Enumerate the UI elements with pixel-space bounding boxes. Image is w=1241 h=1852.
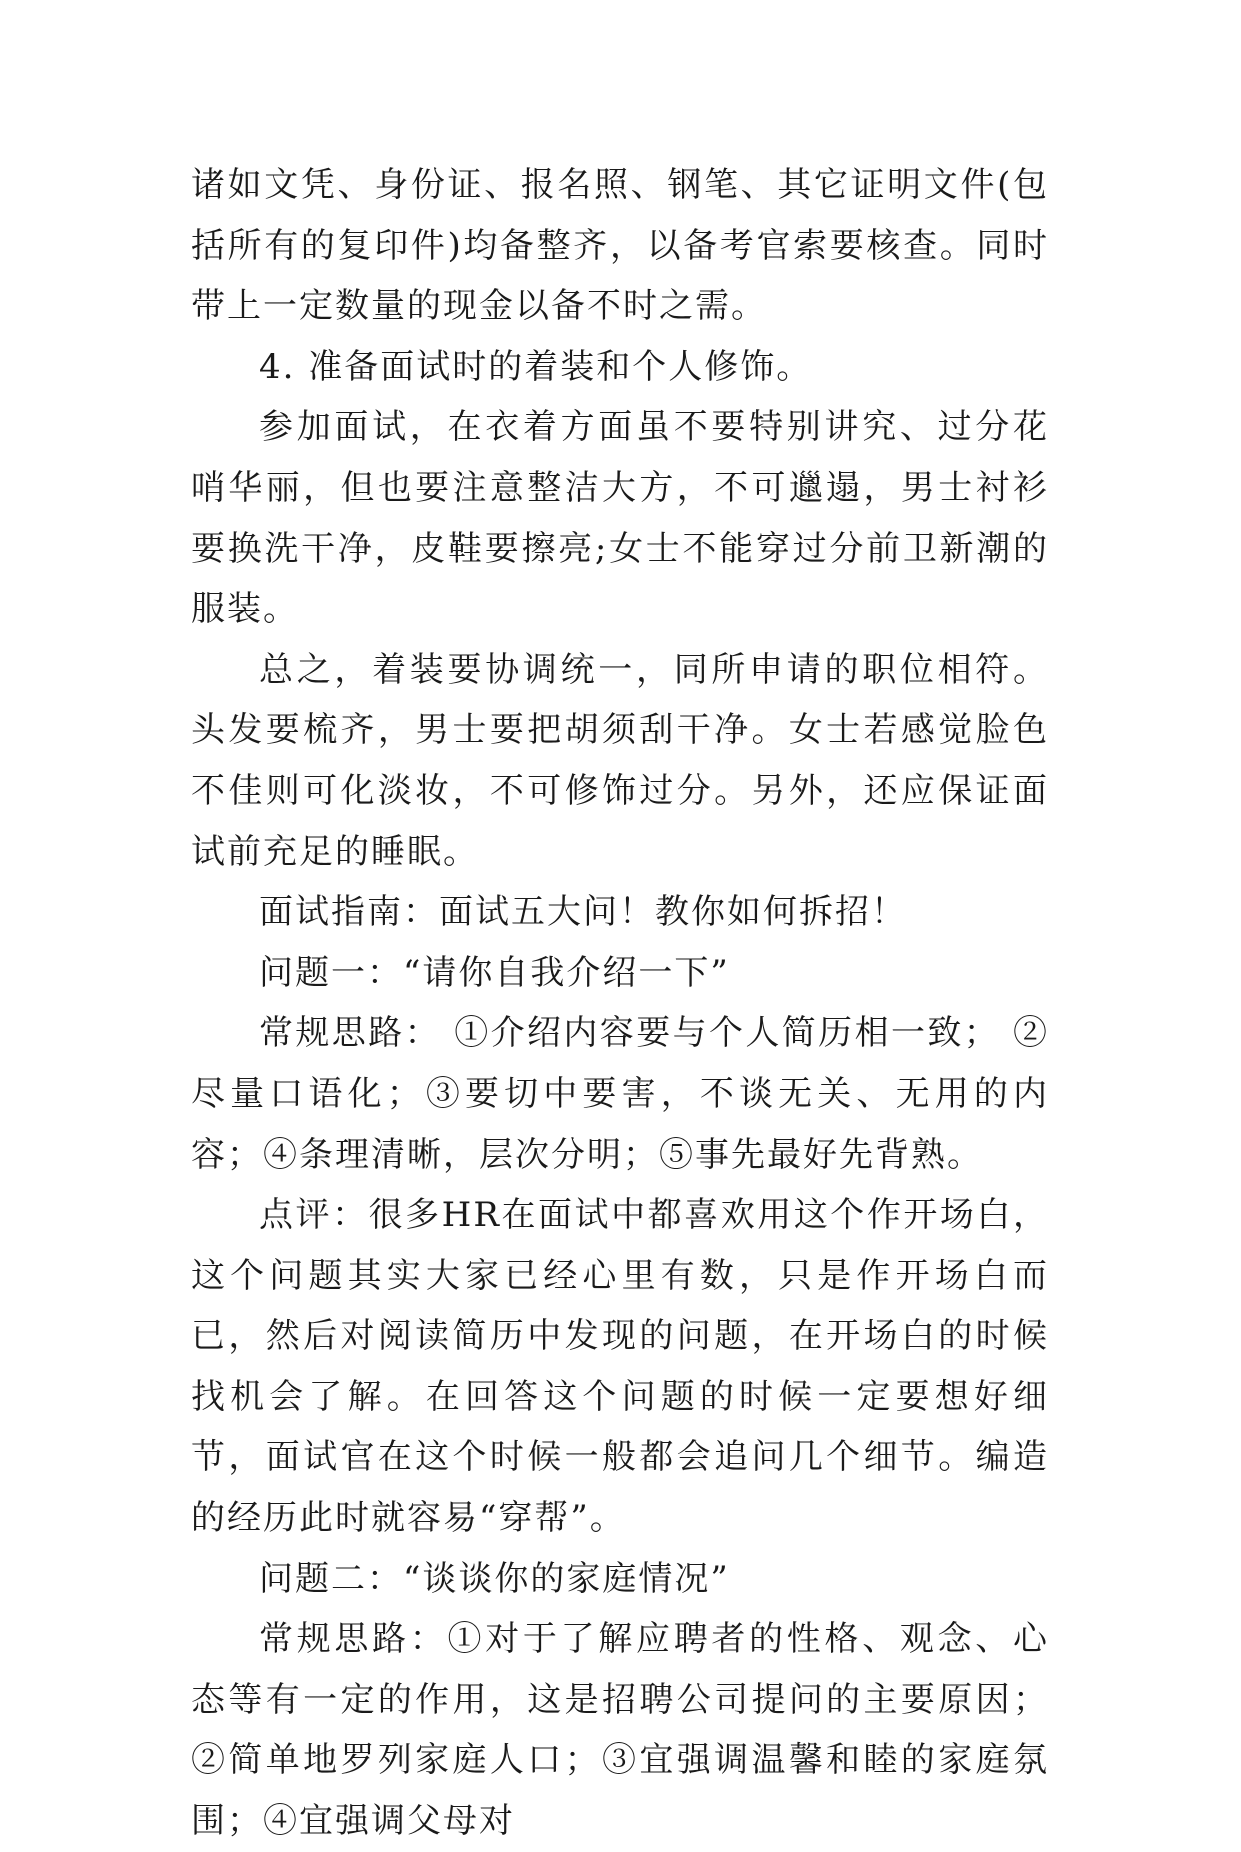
paragraph-3: 参加面试，在衣着方面虽不要特别讲究、过分花哨华丽，但也要注意整洁大方，不可邋遢，男士衬衫要换洗干净，皮鞋要擦亮;女士不能穿过分前卫新潮的服装。	[191, 407, 1049, 630]
paragraph-7: 常规思路： ①介绍内容要与个人简历相一致； ②尽量口语化；③要切中要害，不谈无关、无用的内容；④条理清晰，层次分明；⑤事先最好先背熟。	[191, 1013, 1049, 1175]
paragraph-10: 常规思路：①对于了解应聘者的性格、观念、心态等有一定的作用，这是招聘公司提问的主要原因；②简单地罗列家庭人口；③宜强调温馨和睦的家庭氛围；④宜强调父母对	[191, 1619, 1049, 1842]
paragraph-2: 4. 准备面试时的着装和个人修饰。	[259, 346, 813, 387]
paragraph-9-question: 问题二：“谈谈你的家庭情况”	[259, 1558, 730, 1599]
paragraph-6-question: 问题一：“请你自我介绍一下”	[259, 952, 730, 993]
paragraph-1: 诸如文凭、身份证、报名照、钢笔、其它证明文件(包括所有的复印件)均备整齐，以备考官索要核查。同时带上一定数量的现金以备不时之需。	[191, 165, 1049, 327]
paragraph-8: 点评：很多HR在面试中都喜欢用这个作开场白，这个问题其实大家已经心里有数，只是作开场白而已，然后对阅读简历中发现的问题，在开场白的时候找机会了解。在回答这个问题的时候一定要想好细节，面试官在这个时候一般都会追问几个细节。编造的经历此时就容易“穿帮”。	[191, 1195, 1049, 1539]
paragraph-4: 总之，着装要协调统一，同所申请的职位相符。头发要梳齐，男士要把胡须刮干净。女士若感觉脸色不佳则可化淡妆，不可修饰过分。另外，还应保证面试前充足的睡眠。	[191, 649, 1049, 872]
paragraph-5-heading: 面试指南：面试五大问！教你如何拆招！	[259, 892, 907, 933]
document-body	[191, 155, 1049, 1852]
